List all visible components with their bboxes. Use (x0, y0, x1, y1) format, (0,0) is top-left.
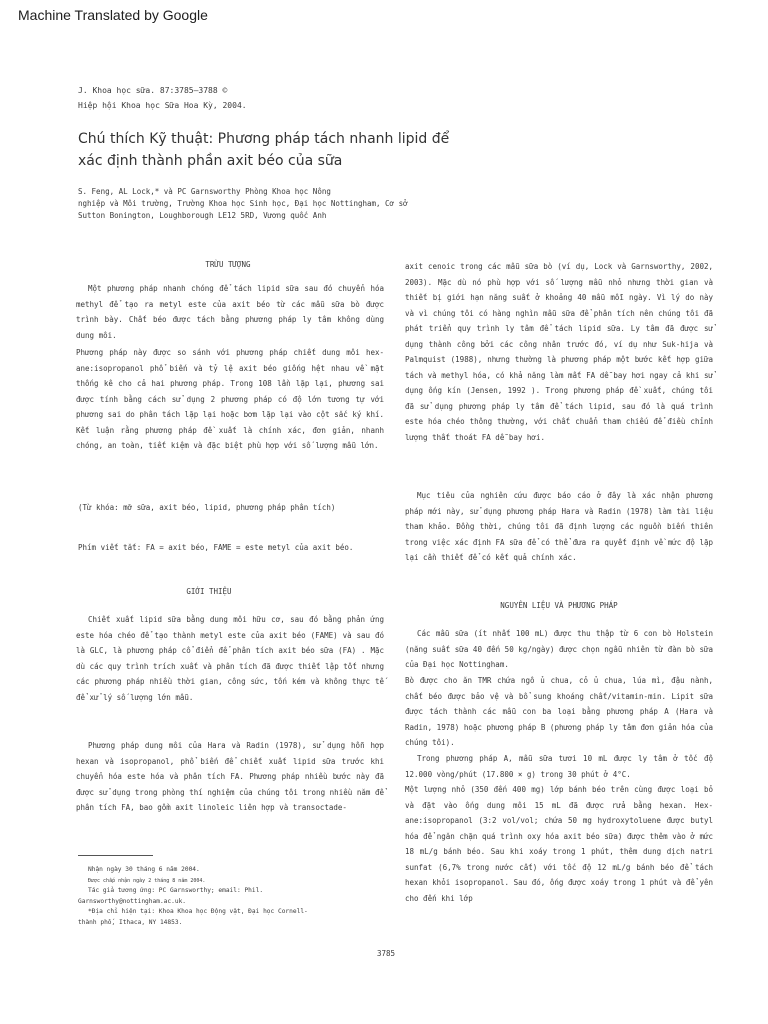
journal-line-1: J. Khoa học sữa. 87:3785–3788 © (78, 86, 228, 95)
footnote-received: Nhận ngày 30 tháng 6 năm 2004. (88, 866, 200, 873)
journal-citation (78, 83, 398, 113)
machine-translation-banner (0, 0, 768, 30)
authors-line-3: Sutton Bonington, Loughborough LE12 5RD, Vương quốc Anh (78, 211, 327, 220)
footnote-present-address-1: *Địa chỉ hiện tại: Khoa Khoa học Động vật, Đại học Cornell- (88, 908, 308, 915)
methods-heading: NGUYÊN LIỆU VÀ PHƯƠNG PHÁP (500, 601, 618, 610)
methods-paragraph-1: Các mẫu sữa (ít nhất 100 mL) được thu thập từ 6 con bò Holstein (năng suất sữa 40 đến 50 kg/ngày) được chọn ngẫu nhiên từ đàn bò sữa của Đại học Nottingham. (405, 629, 713, 669)
abbreviations: Phím viết tắt: FA = axit béo, FAME = este metyl của axit béo. (78, 543, 354, 552)
abstract-paragraph-2: Phương pháp này được so sánh với phương pháp chiết dung môi hex-ane:isopropanol phổ biến và tỷ lệ axit béo giống hệt nhau về mặt thống kê cho cả hai phương pháp. Trong 108 lần lặp lại, phương sai được tính bằng cách sử dụng 2 phương pháp có độ lớn tương tự với phương sai do phân tách lặp lại hoặc bơm lặp lại vào cột sắc ký khí. Kết luận rằng phương pháp đề xuất là chính xác, đơn giản, nhanh chóng, an toàn, tiết kiệm và đặc biệt phù hợp với số lượng mẫu lớn. (76, 348, 384, 450)
author-affiliation (78, 186, 438, 222)
introduction-paragraph-2: Phương pháp dung môi của Hara và Radin (1978), sử dụng hỗn hợp hexan và isopropanol, phổ biến để chiết xuất lipid sữa trước khi chuyển hóa este hóa và phân tích FA. Phương pháp nhiều bước này đã được sử dụng trong phòng thí nghiệm của chúng tôi trong nhiều năm để phân tích FA, bao gồm axit linoleic liên hợp và transoctade- (76, 741, 384, 812)
footnote-divider (78, 855, 153, 856)
paper-title (78, 128, 498, 172)
footnote-accepted: Được chấp nhận ngày 2 tháng 8 năm 2004. (88, 877, 206, 884)
footnote-email: Garnsworthy@nottingham.ac.uk. (78, 897, 187, 905)
methods-paragraph-3: Trong phương pháp A, mẫu sữa tươi 10 mL được ly tâm ở tốc độ 12.000 vòng/phút (17.800 × g) trong 30 phút ở 4°C. (405, 754, 713, 779)
footnote-corresponding: Tác giả tương ứng: PC Garnsworthy; email: Phil. (88, 887, 264, 894)
title-line-2: xác định thành phần axit béo của sữa (78, 153, 343, 169)
keywords: (Từ khóa: mỡ sữa, axit béo, lipid, phương pháp phân tích) (78, 503, 336, 512)
footnote-present-address-2: thành phố, Ithaca, NY 14853. (78, 918, 183, 926)
page-number: 3785 (376, 949, 396, 958)
methods-paragraph-4: Một lượng nhỏ (350 đến 400 mg) lớp bánh béo trên cùng được loại bỏ và đặt vào ống dung môi 15 mL đã được rửa bằng hexan. Hex-ane:isopropanol (3:2 vol/vol; chứa 50 mg hydroxytoluene được butyl hóa để ngăn chặn quá trình oxy hóa axit béo sữa) được thêm vào ở mức 18 mL/g bánh béo. Sau khi xoáy trong 1 phút, thêm dung dịch natri sunfat (6,7% trong nước cất) với tốc độ 12 mL/g bánh béo để tách hexan khỏi isopropanol. Sau đó, ống được xoáy trong 1 phút và để yên cho đến khi lớp (405, 785, 713, 903)
title-line-1: Chú thích Kỹ thuật: Phương pháp tách nhanh lipid để (78, 131, 450, 147)
abstract-paragraph-1: Một phương pháp nhanh chóng để tách lipid sữa sau đó chuyển hóa methyl để tạo ra metyl este của axit béo từ các mẫu sữa bò được trình bày. Chất béo được tách bằng phương pháp ly tâm không dùng dung môi. (76, 284, 384, 340)
footnotes (78, 865, 328, 928)
banner-text: Machine Translated by Google (18, 7, 208, 23)
methods-paragraph-2: Bò được cho ăn TMR chứa ngô ủ chua, cỏ ủ chua, lúa mì, đậu nành, chất béo được bảo vệ và bổ sung khoáng chất/vitamin-min. Lipit sữa được tách thành các mẫu con ba loại bằng phương pháp A (Hara và Radin, 1978) hoặc phương pháp B (phương pháp ly tâm đơn giản hóa của chúng tôi). (405, 676, 713, 747)
journal-line-2: Hiệp hội Khoa học Sữa Hoa Kỳ, 2004. (78, 101, 247, 110)
abstract-heading: TRỪU TƯỢNG (205, 260, 251, 269)
authors-line-2: nghiệp và Môi trường, Trường Khoa học Sinh học, Đại học Nottingham, Cơ sở (78, 199, 408, 208)
right-paragraph-2: Mục tiêu của nghiên cứu được báo cáo ở đây là xác nhận phương pháp mới này, sử dụng phương pháp Hara và Radin (1978) làm tài liệu tham khảo. Đồng thời, chúng tôi đã định lượng các nguồn biến thiên trong việc xác định FA sữa để có thể đưa ra quyết định về mức độ lặp lại cần thiết để có kết quả chính xác. (405, 491, 713, 562)
introduction-heading: GIỚI THIỆU (186, 587, 232, 596)
right-paragraph-1: axit cenoic trong các mẫu sữa bò (ví dụ, Lock và Garnsworthy, 2002, 2003). Mặc dù nó phù hợp với số lượng mẫu nhỏ nhưng thời gian và thiết bị giới hạn năng suất ở khoảng 40 mẫu mỗi ngày. Vì lý do này và vì chúng tôi có hàng nghìn mẫu sữa để phân tích nên chúng tôi đã phát triển quy trình ly tâm để tách lipid sữa. Ly tâm đã được sử dụng thành công bởi các công nhân trước đó, ví dụ như Suk-hija và Palmquist (1988), nhưng thường là phương pháp một bước kết hợp giữa tách và methyl hóa, có khả năng làm mất FA dễ bay hơi ngay cả khi sử dụng ống kín (Jensen, 1992 ). Trong phương pháp đề xuất, chúng tôi đã sử dụng phương pháp ly tâm để tách lipid, sau đó là quá trình este hóa chéo thông thường, với chất chuẩn tham chiếu để điều chỉnh lượng thất thoát FA dễ bay hơi. (405, 262, 713, 442)
introduction-paragraph-1: Chiết xuất lipid sữa bằng dung môi hữu cơ, sau đó bằng phản ứng este hóa chéo để tạo thành metyl este của axit béo (FAME) và sau đó là GLC, là phương pháp cổ điển để phân tích axit béo sữa (FA) . Mặc dù các quy trình trích xuất và phân tích đã được thiết lập tốt nhưng các phương pháp nhiều thời gian, công sức, tốn kém và không thực tế để xử lý số lượng lớn mẫu. (76, 615, 384, 702)
authors-line-1: S. Feng, AL Lock,* và PC Garnsworthy Phòng Khoa học Nông (78, 187, 331, 196)
